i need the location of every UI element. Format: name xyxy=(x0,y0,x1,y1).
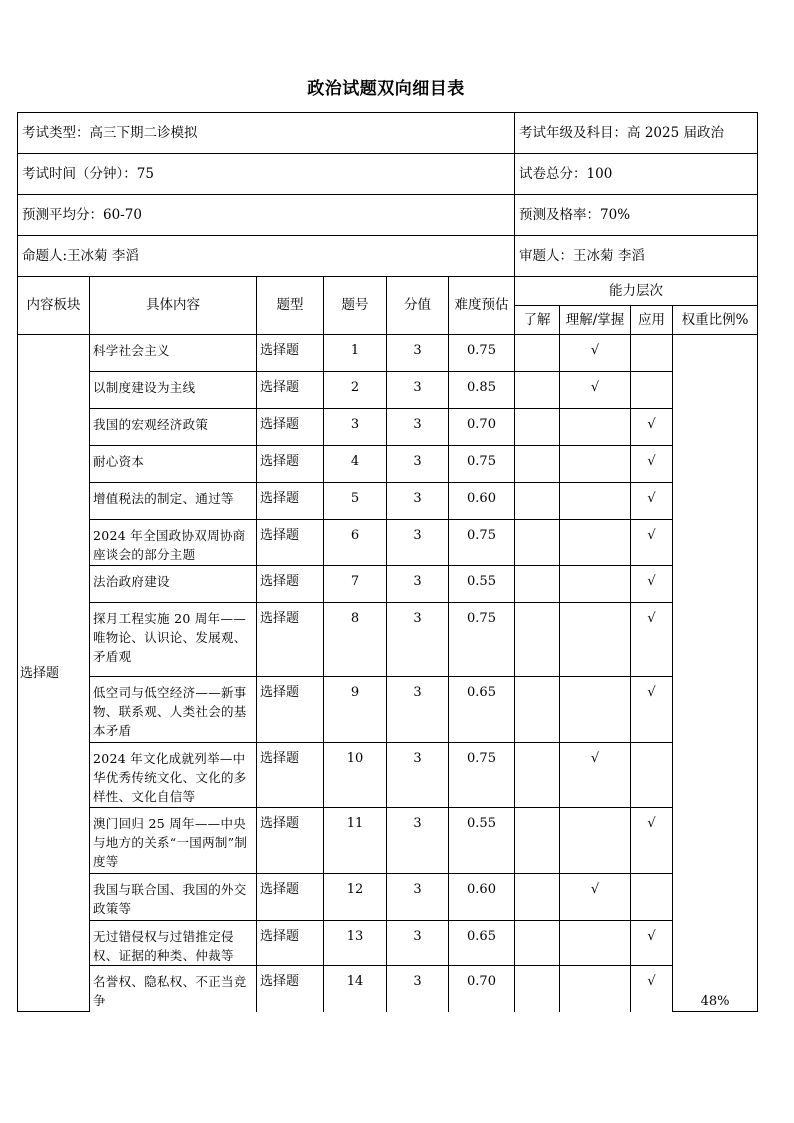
score-cell: 3 xyxy=(387,603,449,677)
info-row xyxy=(18,154,758,195)
info-row xyxy=(18,113,758,154)
number-cell: 14 xyxy=(324,966,387,1012)
table-row xyxy=(18,603,758,677)
number-cell: 3 xyxy=(324,409,387,446)
difficulty-cell: 0.75 xyxy=(449,743,515,808)
type-cell: 选择题 xyxy=(257,520,324,566)
table-row xyxy=(18,335,758,372)
question-setter: 命题人:王冰菊 李滔 xyxy=(18,236,515,277)
understand-cell xyxy=(515,966,560,1012)
info-row xyxy=(18,236,758,277)
content-cell: 法治政府建设 xyxy=(90,566,257,603)
weight-cell xyxy=(673,335,758,1012)
score-cell: 3 xyxy=(387,409,449,446)
understand-cell xyxy=(515,372,560,409)
apply-cell: √ xyxy=(631,603,673,677)
difficulty-cell: 0.65 xyxy=(449,677,515,743)
apply-cell: √ xyxy=(631,566,673,603)
number-cell: 7 xyxy=(324,566,387,603)
difficulty-cell: 0.75 xyxy=(449,446,515,483)
difficulty-cell: 0.75 xyxy=(449,603,515,677)
understand-cell xyxy=(515,409,560,446)
difficulty-cell: 0.70 xyxy=(449,409,515,446)
predicted-average: 预测平均分：60-70 xyxy=(18,195,515,236)
content-cell: 我国与联合国、我国的外交政策等 xyxy=(90,874,257,921)
apply-cell: √ xyxy=(631,966,673,1012)
score-cell: 3 xyxy=(387,921,449,966)
score-cell: 3 xyxy=(387,520,449,566)
understand-cell xyxy=(515,677,560,743)
comprehend-cell xyxy=(560,446,631,483)
comprehend-cell xyxy=(560,409,631,446)
number-cell: 9 xyxy=(324,677,387,743)
number-cell: 2 xyxy=(324,372,387,409)
exam-time: 考试时间（分钟）：75 xyxy=(18,154,515,195)
score-cell: 3 xyxy=(387,566,449,603)
comprehend-cell: √ xyxy=(560,743,631,808)
comprehend-cell xyxy=(560,566,631,603)
apply-cell: √ xyxy=(631,921,673,966)
type-cell: 选择题 xyxy=(257,409,324,446)
type-cell: 选择题 xyxy=(257,808,324,874)
score-cell: 3 xyxy=(387,808,449,874)
header-score: 分值 xyxy=(387,277,449,335)
exam-type: 考试类型：高三下期二诊模拟 xyxy=(18,113,515,154)
weight-value: 48% xyxy=(700,994,730,1009)
understand-cell xyxy=(515,603,560,677)
number-cell: 10 xyxy=(324,743,387,808)
understand-cell xyxy=(515,808,560,874)
content-cell: 名誉权、隐私权、不正当竞争 xyxy=(90,966,257,1012)
comprehend-cell: √ xyxy=(560,874,631,921)
table-row xyxy=(18,921,758,966)
table-row xyxy=(18,677,758,743)
difficulty-cell: 0.60 xyxy=(449,483,515,520)
number-cell: 4 xyxy=(324,446,387,483)
difficulty-cell: 0.60 xyxy=(449,874,515,921)
understand-cell xyxy=(515,566,560,603)
section-label: 选择题 xyxy=(18,335,90,1012)
page-title: 政治试题双向细目表 xyxy=(307,79,465,99)
header-difficulty: 难度预估 xyxy=(449,277,515,335)
type-cell: 选择题 xyxy=(257,921,324,966)
table-row xyxy=(18,483,758,520)
difficulty-cell: 0.70 xyxy=(449,966,515,1012)
header-row xyxy=(18,277,758,306)
difficulty-cell: 0.75 xyxy=(449,520,515,566)
info-row xyxy=(18,195,758,236)
type-cell: 选择题 xyxy=(257,874,324,921)
difficulty-cell: 0.55 xyxy=(449,808,515,874)
difficulty-cell: 0.75 xyxy=(449,335,515,372)
header-apply: 应用 xyxy=(631,306,673,335)
comprehend-cell xyxy=(560,966,631,1012)
content-cell: 科学社会主义 xyxy=(90,335,257,372)
apply-cell xyxy=(631,743,673,808)
content-cell: 低空司与低空经济——新事物、联系观、人类社会的基本矛盾 xyxy=(90,677,257,743)
comprehend-cell xyxy=(560,921,631,966)
type-cell: 选择题 xyxy=(257,566,324,603)
comprehend-cell xyxy=(560,520,631,566)
type-cell: 选择题 xyxy=(257,677,324,743)
type-cell: 选择题 xyxy=(257,446,324,483)
content-cell: 2024 年文化成就列举—中华优秀传统文化、文化的多样性、文化自信等 xyxy=(90,743,257,808)
apply-cell: √ xyxy=(631,808,673,874)
understand-cell xyxy=(515,335,560,372)
content-cell: 澳门回归 25 周年——中央与地方的关系“一国两制”制度等 xyxy=(90,808,257,874)
score-cell: 3 xyxy=(387,335,449,372)
understand-cell xyxy=(515,483,560,520)
content-cell: 2024 年全国政协双周协商座谈会的部分主题 xyxy=(90,520,257,566)
score-cell: 3 xyxy=(387,483,449,520)
difficulty-cell: 0.85 xyxy=(449,372,515,409)
question-reviewer: 审题人：王冰菊 李滔 xyxy=(515,236,758,277)
table-row xyxy=(18,808,758,874)
spec-table xyxy=(17,112,758,1012)
apply-cell: √ xyxy=(631,483,673,520)
content-cell: 探月工程实施 20 周年——唯物论、认识论、发展观、矛盾观 xyxy=(90,603,257,677)
content-cell: 我国的宏观经济政策 xyxy=(90,409,257,446)
table-row xyxy=(18,446,758,483)
content-cell: 耐心资本 xyxy=(90,446,257,483)
comprehend-cell xyxy=(560,483,631,520)
apply-cell xyxy=(631,372,673,409)
type-cell: 选择题 xyxy=(257,743,324,808)
number-cell: 6 xyxy=(324,520,387,566)
predicted-pass-rate: 预测及格率：70% xyxy=(515,195,758,236)
comprehend-cell xyxy=(560,677,631,743)
apply-cell: √ xyxy=(631,446,673,483)
comprehend-cell xyxy=(560,808,631,874)
header-number: 题号 xyxy=(324,277,387,335)
header-weight: 权重比例% xyxy=(673,306,758,335)
comprehend-cell: √ xyxy=(560,372,631,409)
number-cell: 5 xyxy=(324,483,387,520)
type-cell: 选择题 xyxy=(257,372,324,409)
content-cell: 增值税法的制定、通过等 xyxy=(90,483,257,520)
understand-cell xyxy=(515,921,560,966)
score-cell: 3 xyxy=(387,743,449,808)
number-cell: 12 xyxy=(324,874,387,921)
apply-cell xyxy=(631,874,673,921)
type-cell: 选择题 xyxy=(257,603,324,677)
table-row xyxy=(18,966,758,1012)
score-cell: 3 xyxy=(387,372,449,409)
type-cell: 选择题 xyxy=(257,335,324,372)
header-type: 题型 xyxy=(257,277,324,335)
table-row xyxy=(18,520,758,566)
table-row xyxy=(18,372,758,409)
understand-cell xyxy=(515,520,560,566)
score-cell: 3 xyxy=(387,874,449,921)
number-cell: 8 xyxy=(324,603,387,677)
score-cell: 3 xyxy=(387,677,449,743)
table-row xyxy=(18,409,758,446)
content-cell: 以制度建设为主线 xyxy=(90,372,257,409)
type-cell: 选择题 xyxy=(257,483,324,520)
score-cell: 3 xyxy=(387,966,449,1012)
understand-cell xyxy=(515,874,560,921)
comprehend-cell: √ xyxy=(560,335,631,372)
difficulty-cell: 0.55 xyxy=(449,566,515,603)
table-row xyxy=(18,566,758,603)
number-cell: 11 xyxy=(324,808,387,874)
apply-cell: √ xyxy=(631,409,673,446)
difficulty-cell: 0.65 xyxy=(449,921,515,966)
header-ability: 能力层次 xyxy=(515,277,758,306)
understand-cell xyxy=(515,743,560,808)
header-content: 具体内容 xyxy=(90,277,257,335)
header-section: 内容板块 xyxy=(18,277,90,335)
number-cell: 1 xyxy=(324,335,387,372)
apply-cell: √ xyxy=(631,520,673,566)
table-row xyxy=(18,743,758,808)
apply-cell xyxy=(631,335,673,372)
understand-cell xyxy=(515,446,560,483)
total-score: 试卷总分：100 xyxy=(515,154,758,195)
header-comprehend: 理解/掌握 xyxy=(560,306,631,335)
grade-subject: 考试年级及科目：高 2025 届政治 xyxy=(515,113,758,154)
score-cell: 3 xyxy=(387,446,449,483)
apply-cell: √ xyxy=(631,677,673,743)
table-row xyxy=(18,874,758,921)
comprehend-cell xyxy=(560,603,631,677)
content-cell: 无过错侵权与过错推定侵权、证据的种类、仲裁等 xyxy=(90,921,257,966)
header-understand: 了解 xyxy=(515,306,560,335)
number-cell: 13 xyxy=(324,921,387,966)
type-cell: 选择题 xyxy=(257,966,324,1012)
